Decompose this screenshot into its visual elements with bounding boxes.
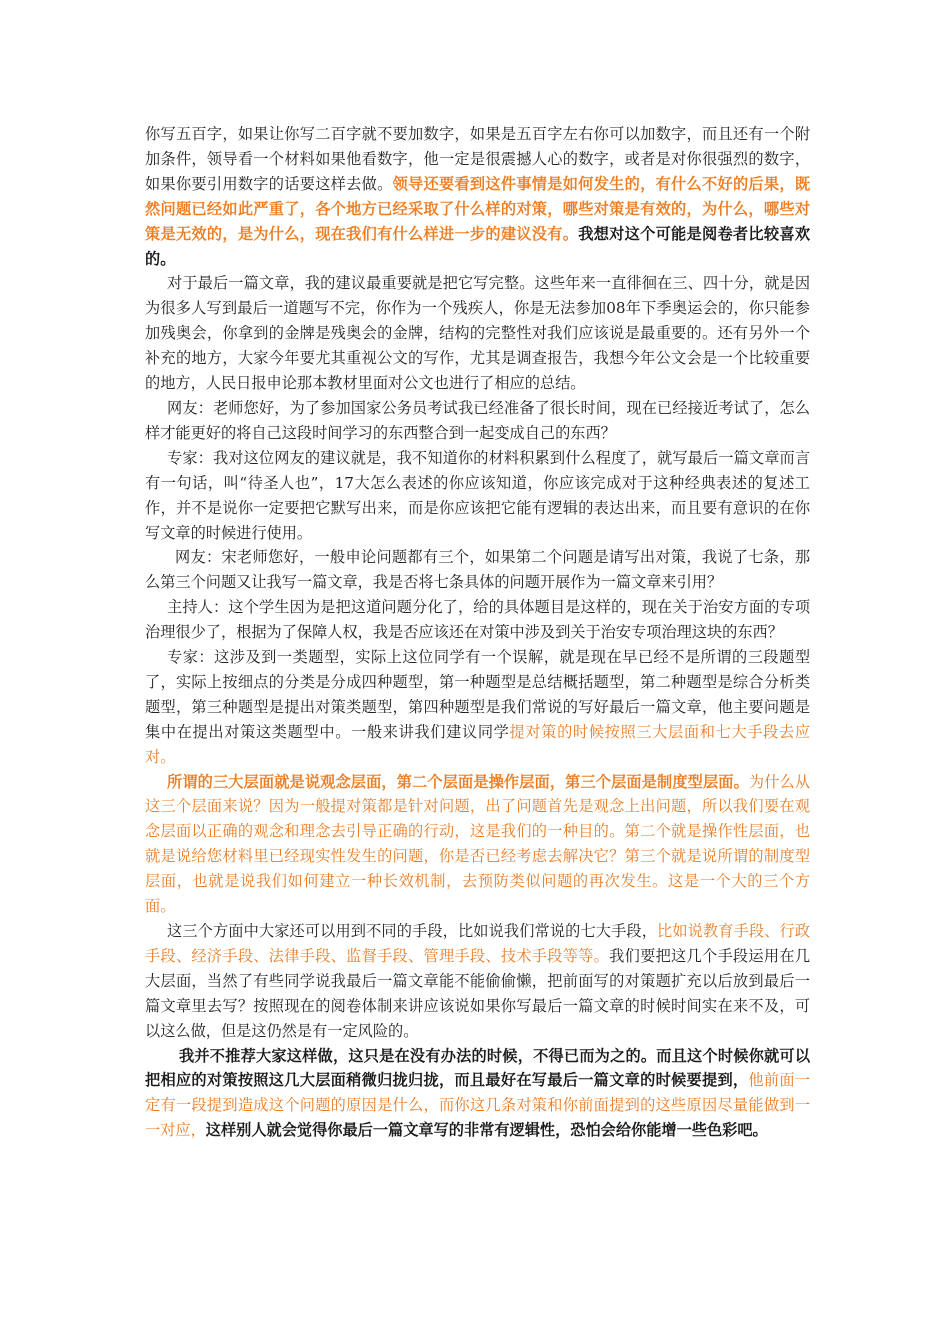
text-segment: 网友：宋老师您好，一般申论问题都有三个，如果第二个问题是请写出对策，我说了七条，那么第三个问题又让我写一篇文章，我是否将七条具体的问题开展作为一篇文章来引用？: [145, 548, 810, 592]
highlighted-segment: 比如说教育手段、行政手段、经济手段、法律手段、监督手段、管理手段、技术手段等等。: [145, 922, 810, 965]
article-body: [145, 122, 810, 1143]
paragraph-4: [145, 446, 810, 546]
bold-segment: 我想对这个可能是阅卷者比较喜欢的。: [145, 224, 811, 268]
text-segment: 主持人：这个学生因为是把这道问题分化了，给的具体题目是这样的，现在关于治安方面的专项治理很少了，根据为了保障人权，我是否应该还在对策中涉及到关于治安专项治理这块的东西？: [145, 598, 810, 642]
paragraph-10: [145, 1044, 810, 1144]
text-segment: 对于最后一篇文章，我的建议最重要就是把它写完整。这些年来一直徘徊在三、四十分，就是因为很多人写到最后一道题写不完，你作为一个残疾人，你是无法参加08年下季奥运会的，你只能参加残奥会，你拿到的金牌是残奥会的金牌，结构的完整性对我们应该说是最重要的。还有另外一个补充的地方，大家今年要尤其重视公文的写作，尤其是调查报告，我想今年公文会是一个比较重要的地方，人民日报申论那本教材里面对公文也进行了相应的总结。: [145, 274, 810, 393]
paragraph-3: [145, 396, 810, 446]
paragraph-9: [145, 919, 810, 1044]
highlighted-segment: 他前面一定有一段提到造成这个问题的原因是什么，而你这几条对策和你前面提到的这些原因尽量能做到一一对应，: [145, 1071, 811, 1140]
highlighted-bold-segment: 所谓的三大层面就是说观念层面，第二个层面是操作层面，第三个层面是制度型层面。: [167, 772, 749, 791]
paragraph-2: [145, 271, 810, 396]
text-segment: 你写五百字，如果让你写二百字就不要加数字，如果是五百字左右你可以加数字，而且还有一个附加条件，领导看一个材料如果他看数字，他一定是很震撼人心的数字，或者是对你很强烈的数字，如果你要引用数字的话要这样去做。: [145, 125, 810, 193]
paragraph-8: [145, 770, 810, 919]
text-segment: 专家：这涉及到一类题型，实际上这位同学有一个误解，就是现在早已经不是所谓的三段题型了，实际上按细点的分类是分成四种题型，第一种题型是总结概括题型，第二种题型是综合分析类题型，第三种题型是提出对策类题型，第四种题型是我们常说的写好最后一篇文章，他主要问题是集中在提出对策这类题型中。一般来讲我们建议同学: [145, 648, 810, 741]
paragraph-6: [145, 595, 810, 645]
paragraph-1: [145, 122, 810, 271]
paragraph-5: [145, 545, 810, 595]
text-segment: 专家：我对这位网友的建议就是，我不知道你的材料积累到什么程度了，就写最后一篇文章而言有一句话，叫“待圣人也”，17大怎么表述的你应该知道，你应该完成对于这种经典表述的复述工作，并不是说你一定要把它默写出来，而是你应该把它能有逻辑的表达出来，而且要有意识的在你写文章的时候进行使用。: [145, 448, 810, 542]
paragraph-7: [145, 645, 810, 770]
bold-segment: 这样别人就会觉得你最后一篇文章写的非常有逻辑性，恐怕会给你能增一些色彩吧。: [205, 1121, 768, 1140]
bold-segment: 我并不推荐大家这样做，这只是在没有办法的时候，不得已而为之的。而且这个时候你就可以把相应的对策按照这几大层面稍微归拢归拢，而且最好在写最后一篇文章的时候要提到，: [145, 1046, 810, 1090]
highlighted-bold-segment: 领导还要看到这件事情是如何发生的，有什么不好的后果，既然问题已经如此严重了，各个地方已经采取了什么样的对策，哪些对策是有效的，为什么，哪些对策是无效的，是为什么，现在我们有什么样进一步的建议没有。: [145, 174, 811, 243]
text-segment: 这三个方面中大家还可以用到不同的手段，比如说我们常说的七大手段，: [167, 922, 657, 940]
text-segment: 网友：老师您好，为了参加国家公务员考试我已经准备了很长时间，现在已经接近考试了，怎么样才能更好的将自己这段时间学习的东西整合到一起变成自己的东西？: [145, 398, 810, 442]
text-segment: 我们要把这几个手段运用在几大层面，当然了有些同学说我最后一篇文章能不能偷偷懒，把前面写的对策题扩充以后放到最后一篇文章里去写？按照现在的阅卷体制来讲应该说如果你写最后一篇文章的时候时间实在来不及，可以这么做，但是这仍然是有一定风险的。: [145, 946, 811, 1040]
highlighted-segment: 提对策的时候按照三大层面和七大手段去应对。: [145, 722, 811, 766]
highlighted-segment: 为什么从这三个层面来说？因为一般提对策都是针对问题，出了问题首先是观念上出问题，所以我们要在观念层面以正确的观念和理念去引导正确的行动，这是我们的一种目的。第二个就是操作性层面，也就是说给您材料里已经现实性发生的问题，你是否已经考虑去解决它？第三个就是说所谓的制度型层面，也就是说我们如何建立一种长效机制，去预防类似问题的再次发生。这是一个大的三个方面。: [145, 772, 810, 916]
